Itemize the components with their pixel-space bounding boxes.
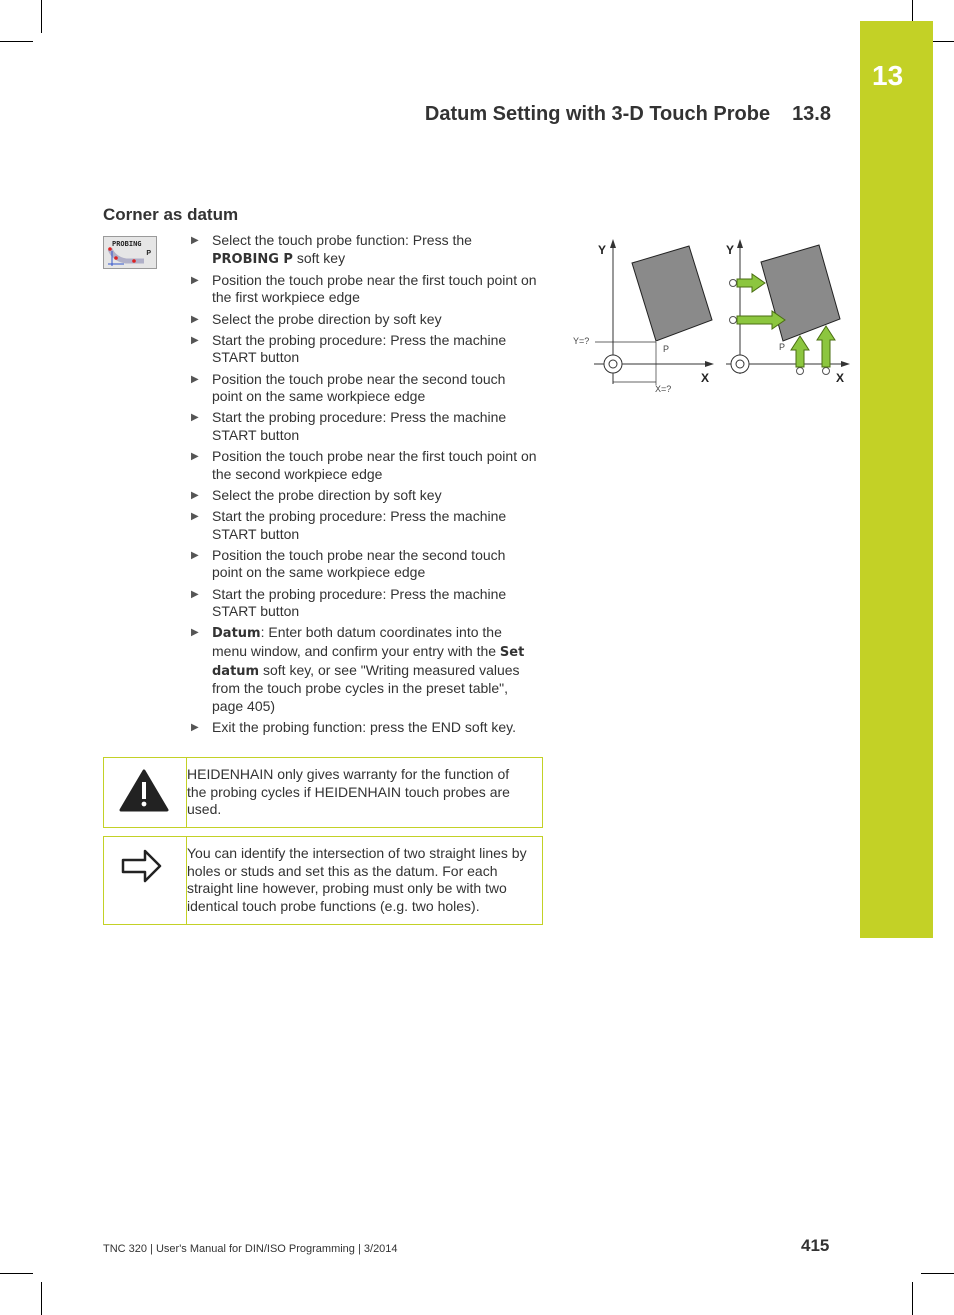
- probe-arrow-up-icon: [791, 336, 809, 367]
- step-item: ▶ Select the probe direction by soft key: [191, 310, 442, 327]
- crop-mark: [0, 1273, 33, 1274]
- bullet-icon: ▶: [191, 313, 199, 325]
- page-number: 415: [801, 1236, 830, 1255]
- bullet-icon: ▶: [191, 235, 199, 246]
- crop-mark: [0, 41, 33, 42]
- procedure-steps: [191, 232, 539, 740]
- left-y-arrow-icon: [610, 239, 616, 248]
- probe-point-icon: [823, 368, 830, 375]
- tip-icon-cell: [104, 837, 187, 924]
- bullet-icon: ▶: [191, 627, 199, 639]
- warning-icon: [104, 758, 186, 827]
- tip-text: You can identify the intersection of two straight lines by holes or studs and set this as the datum. For each straight line however, probing must only be with two identical touch probe functions (e.g. two holes).: [187, 845, 527, 914]
- probe-arrow-right-icon: [737, 274, 765, 292]
- step-item: ▶ Position the touch probe near the first touch point on the second workpiece edge: [191, 448, 537, 482]
- left-x-arrow-icon: [705, 361, 714, 367]
- step-item: ▶ Start the probing procedure: Press the machine START button: [191, 585, 507, 620]
- right-y-arrow-icon: [737, 239, 743, 248]
- bullet-icon: ▶: [191, 373, 199, 385]
- step-item: ▶ Exit the probing function: press the END soft key.: [191, 718, 517, 735]
- softkey-sub-label: P: [146, 250, 151, 257]
- bullet-icon: ▶: [191, 451, 199, 463]
- crop-mark: [921, 1273, 954, 1274]
- softkey-label: PROBING: [112, 240, 142, 248]
- left-y-dimension-label: Y=?: [573, 336, 590, 346]
- crop-mark: [41, 1282, 42, 1315]
- bullet-icon: ▶: [191, 412, 199, 424]
- right-panel: [726, 239, 850, 385]
- bullet-icon: ▶: [191, 721, 199, 733]
- step-item: ▶ Datum: Enter both datum coordinates into the menu window, and confirm your entry with the Set datum soft key, or see "Writing measured values from the touch probe cycles in the preset table", page 405): [191, 624, 525, 714]
- probing-softkey-icon: [103, 236, 157, 269]
- warning-note: [103, 757, 543, 828]
- bullet-icon: ▶: [191, 549, 199, 561]
- left-panel: [573, 239, 714, 394]
- header-title: Datum Setting with 3-D Touch Probe: [424, 103, 771, 125]
- right-y-axis-label: Y: [726, 243, 735, 257]
- probe-point-icon: [730, 280, 737, 287]
- left-workpiece: [632, 246, 712, 341]
- footer-text: TNC 320 | User's Manual for DIN/ISO Programming | 3/2014: [103, 1243, 398, 1255]
- running-header: [425, 103, 831, 126]
- bullet-icon: ▶: [191, 274, 199, 286]
- bullet-icon: ▶: [191, 588, 199, 600]
- bullet-icon: ▶: [191, 334, 199, 346]
- step-item: ▶ Start the probing procedure: Press the machine START button: [191, 508, 507, 542]
- tip-note: [103, 836, 543, 925]
- probe-path-icon: [104, 237, 156, 268]
- left-datum-icon: [604, 355, 622, 373]
- probe-point-icon: [730, 317, 737, 324]
- right-point-label: P: [779, 342, 786, 352]
- left-x-dimension-label: X=?: [655, 384, 672, 394]
- step-item: ▶ Select the probe direction by soft key: [191, 486, 442, 503]
- bullet-icon: ▶: [191, 489, 199, 501]
- right-datum-icon: [731, 355, 749, 373]
- step-item: ▶ Position the touch probe near the second touch point on the same workpiece edge: [191, 546, 506, 581]
- left-x-axis-label: X: [701, 371, 710, 385]
- step-item: ▶ Start the probing procedure: Press the machine START button: [191, 409, 507, 443]
- probe-arrow-up-icon: [817, 326, 835, 367]
- right-x-arrow-icon: [841, 361, 850, 367]
- warning-text: HEIDENHAIN only gives warranty for the function of the probing cycles if HEIDENHAIN touch probes are used.: [187, 766, 510, 818]
- left-y-axis-label: Y: [598, 243, 607, 257]
- step-item: ▶ Select the touch probe function: Press the PROBING P soft key: [191, 232, 472, 267]
- corner-datum-diagram: [568, 236, 858, 406]
- crop-mark: [912, 1282, 913, 1315]
- step-item: ▶ Position the touch probe near the second touch point on the same workpiece edge: [191, 370, 506, 405]
- step-item: ▶ Position the touch probe near the first touch point on the first workpiece edge: [191, 271, 537, 306]
- header-section-number: 13.8: [792, 103, 831, 125]
- left-point-label: P: [663, 344, 670, 354]
- arrow-right-icon: [104, 837, 186, 924]
- right-x-axis-label: X: [836, 371, 845, 385]
- chapter-tab: [860, 21, 933, 938]
- section-title: Corner as datum: [103, 205, 239, 224]
- chapter-number: 13: [872, 60, 904, 91]
- crop-mark: [41, 0, 42, 33]
- probe-point-icon: [797, 368, 804, 375]
- bullet-icon: ▶: [191, 511, 199, 523]
- warning-icon-cell: [104, 758, 187, 827]
- step-item: ▶ Start the probing procedure: Press the machine START button: [191, 331, 507, 366]
